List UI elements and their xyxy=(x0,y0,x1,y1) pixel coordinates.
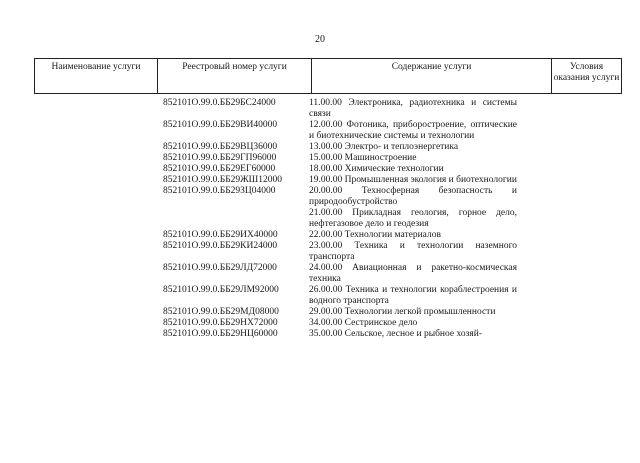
content-entry: 23.00.00 Техника и технологии наземного транспорта xyxy=(309,241,517,262)
table-row xyxy=(0,318,640,329)
content-entry: 12.00.00 Фотоника, приборостроение, оптические и биотехнические системы и технологии xyxy=(309,120,517,141)
content-entry: 26.00.00 Техника и технологии кораблестроения и водного транспорта xyxy=(309,285,517,306)
content-entry: 24.00.00 Авиационная и ракетно-космическая техника xyxy=(309,263,517,284)
content-entry: 29.00.00 Технологии легкой промышленности xyxy=(309,307,496,317)
table-row xyxy=(0,175,640,186)
content-entry: 35.00.00 Сельское, лесное и рыбное хозяй- xyxy=(309,329,482,339)
header-registry-number: Реестровый номер услуги xyxy=(158,59,312,93)
header-service-name: Наименование услуги xyxy=(34,59,158,93)
content-entry: 20.00.00 Техносферная безопасность и природообустройство xyxy=(309,186,517,207)
table-row xyxy=(0,142,640,153)
registry-number: 852101О.99.0.ББ29ГП96000 xyxy=(163,153,277,163)
registry-number: 852101О.99.0.ББ29МД08000 xyxy=(163,307,279,317)
registry-number: 852101О.99.0.ББ29ЛМ92000 xyxy=(163,285,279,295)
table-row xyxy=(0,98,640,120)
service-content xyxy=(309,153,517,164)
content-entry: 22.00.00 Технологии материалов xyxy=(309,230,441,240)
service-content xyxy=(309,241,517,263)
service-content xyxy=(309,263,517,285)
service-content xyxy=(309,329,517,340)
content-entry: 34.00.00 Сестринское дело xyxy=(309,318,418,328)
service-content xyxy=(309,186,517,230)
table-row xyxy=(0,263,640,285)
registry-number: 852101О.99.0.ББ29НЦ60000 xyxy=(163,329,278,339)
registry-number: 852101О.99.0.ББ29ЖШ12000 xyxy=(163,175,282,185)
content-entry: 11.00.00 Электроника, радиотехника и системы связи xyxy=(309,98,517,119)
content-entry: 21.00.00 Прикладная геология, горное дело, нефтегазовое дело и геодезия xyxy=(309,208,517,229)
table-header xyxy=(34,58,622,94)
registry-number: 852101О.99.0.ББ29ЕГ60000 xyxy=(163,164,276,174)
registry-number: 852101О.99.0.ББ29ВЦ36000 xyxy=(163,142,278,152)
content-entry: 19.00.00 Промышленная экология и биотехнологии xyxy=(309,175,517,185)
registry-number: 852101О.99.0.ББ29БС24000 xyxy=(163,98,276,108)
service-content xyxy=(309,307,517,318)
table-row xyxy=(0,230,640,241)
header-service-content: Содержание услуги xyxy=(312,59,552,93)
service-content xyxy=(309,175,517,186)
service-content xyxy=(309,230,517,241)
table-body xyxy=(0,98,640,340)
table-row xyxy=(0,186,640,230)
table-row xyxy=(0,329,640,340)
table-row xyxy=(0,153,640,164)
registry-number: 852101О.99.0.ББ29ИХ40000 xyxy=(163,230,278,240)
registry-number: 852101О.99.0.ББ29КИ24000 xyxy=(163,241,278,251)
table-row xyxy=(0,307,640,318)
table-row xyxy=(0,164,640,175)
service-content xyxy=(309,98,517,120)
registry-number: 852101О.99.0.ББ29НХ72000 xyxy=(163,318,278,328)
registry-number: 852101О.99.0.ББ29ВИ40000 xyxy=(163,120,278,130)
service-content xyxy=(309,164,517,175)
registry-number: 852101О.99.0.ББ29ЛД72000 xyxy=(163,263,277,273)
table-row xyxy=(0,120,640,142)
service-content xyxy=(309,142,517,153)
table-row xyxy=(0,285,640,307)
content-entry: 18.00.00 Химические технологии xyxy=(309,164,444,174)
content-entry: 13.00.00 Электро- и теплоэнергетика xyxy=(309,142,459,152)
content-entry: 15.00.00 Машиностроение xyxy=(309,153,417,163)
service-content xyxy=(309,318,517,329)
service-content xyxy=(309,285,517,307)
registry-number: 852101О.99.0.ББ29ЗЦ04000 xyxy=(163,186,276,196)
header-service-conditions: Условия оказания услуги xyxy=(552,59,622,93)
page-number: 20 xyxy=(315,34,325,45)
table-row xyxy=(0,241,640,263)
service-content xyxy=(309,120,517,142)
